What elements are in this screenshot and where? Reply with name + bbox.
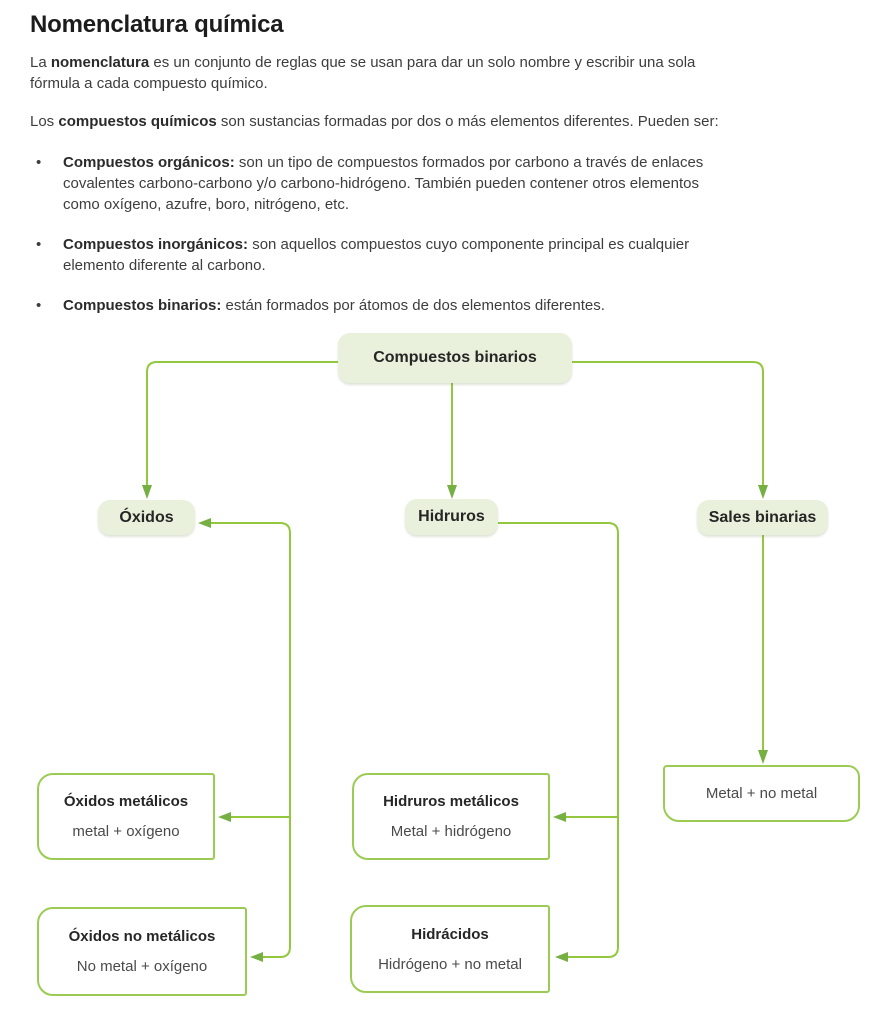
paragraph-compuestos-quimicos <box>30 111 855 132</box>
list-item-binarios <box>30 295 855 316</box>
node-sales-binarias: Sales binarias <box>697 500 828 535</box>
connector-oxidos-trunk <box>211 523 290 957</box>
text-run: Los <box>30 113 59 130</box>
text-run: son sustancias formadas por dos o más elementos diferentes. Pueden ser: <box>216 113 719 130</box>
leaf-title: Hidrácidos <box>411 925 489 943</box>
paragraph-line <box>63 295 855 316</box>
binary-compounds-diagram <box>0 333 885 1019</box>
node-compuestos-binarios: Compuestos binarios <box>338 333 572 383</box>
node-oxidos-metalicos <box>37 773 215 860</box>
leaf-formula: metal + oxígeno <box>72 823 180 840</box>
leaf-formula: Metal + hidrógeno <box>390 823 512 840</box>
arrowhead-down-sales <box>758 485 768 499</box>
paragraph-line: elemento diferente al carbono. <box>63 257 266 274</box>
node-metal-no-metal <box>663 765 860 822</box>
list-item-inorganicos <box>30 234 855 276</box>
arrowhead-left-oxidos <box>198 518 211 528</box>
arrowhead-left-hidracidos <box>555 952 568 962</box>
paragraph-line: covalentes carbono-carbono y/o carbono-hidrógeno. También pueden contener otros elementos <box>63 175 699 192</box>
connector-root-to-sales <box>572 362 763 486</box>
node-hidracidos <box>350 905 550 993</box>
page-title: Nomenclatura química <box>30 11 284 38</box>
connector-hidruros-trunk <box>498 523 618 957</box>
arrowhead-left-oxidos-metalicos <box>218 812 231 822</box>
leaf-formula: Metal + no metal <box>705 785 818 802</box>
leaf-title: Óxidos no metálicos <box>68 928 216 945</box>
text-run: son aquellos compuestos cuyo componente principal es cualquier <box>248 236 690 253</box>
paragraph-line <box>63 152 855 173</box>
arrowhead-left-hidruros-metalicos <box>553 812 566 822</box>
arrowhead-down-hidruros <box>447 485 457 499</box>
text-run: es un conjunto de reglas que se usan para dar un solo nombre y escribir una sola <box>149 54 696 71</box>
node-oxidos: Óxidos <box>98 500 195 535</box>
leaf-formula: No metal + oxígeno <box>76 958 208 975</box>
paragraph-line: como oxígeno, azufre, boro, nitrógeno, etc. <box>63 196 350 213</box>
connector-root-to-oxidos <box>147 362 338 486</box>
text-run: son un tipo de compuestos formados por carbono a través de enlaces <box>234 154 704 171</box>
compound-type-list <box>30 152 855 316</box>
text-run: La <box>30 54 51 71</box>
paragraph-line <box>30 111 855 132</box>
bold-term: Compuestos inorgánicos: <box>63 236 249 253</box>
text-run: están formados por átomos de dos elementos diferentes. <box>221 297 605 314</box>
arrowhead-down-oxidos <box>142 485 152 499</box>
paragraph-line <box>63 234 855 255</box>
paragraph-line <box>30 52 855 73</box>
node-oxidos-no-metalicos <box>37 907 247 996</box>
bold-term: nomenclatura <box>50 54 150 71</box>
node-hidruros: Hidruros <box>405 499 498 535</box>
leaf-title: Óxidos metálicos <box>63 793 189 810</box>
leaf-title: Hidruros metálicos <box>383 793 519 810</box>
paragraph-nomenclatura <box>30 52 855 94</box>
document-body <box>0 0 885 316</box>
leaf-formula: Hidrógeno + no metal <box>378 955 522 973</box>
arrowhead-left-oxidos-no-metalicos <box>250 952 263 962</box>
list-item-organicos <box>30 152 855 215</box>
bold-term: Compuestos orgánicos: <box>63 154 235 171</box>
paragraph-line: fórmula a cada compuesto químico. <box>30 75 268 92</box>
node-hidruros-metalicos <box>352 773 550 860</box>
bold-term: compuestos químicos <box>58 113 217 130</box>
bold-term: Compuestos binarios: <box>63 297 222 314</box>
arrowhead-down-metal-no-metal <box>758 750 768 764</box>
